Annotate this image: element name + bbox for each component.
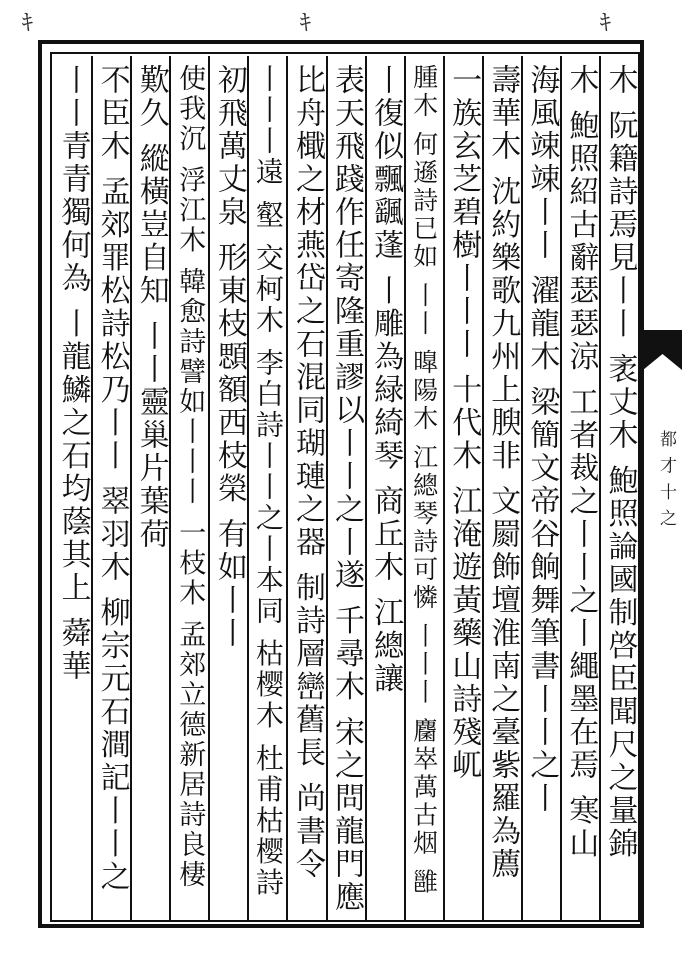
text-column <box>130 56 169 920</box>
top-mark: ｷ <box>600 11 612 36</box>
column-text: 表天飛踐作任寄隆重謬以丨丨之丨遂 千尋木 宋之問龍門應 <box>329 64 365 915</box>
text-column <box>326 56 365 920</box>
column-text: 使我沉 浮江木 韓愈詩譬如丨丨丨 一枝木 孟郊立德新居詩良棲 <box>174 64 206 891</box>
text-column <box>169 56 208 920</box>
column-text: 壽華木 沈約樂歌九州上腴非 文罽飾壇淮南之臺紫羅為薦 <box>485 64 521 882</box>
column-text: 丨復似飄颻蓬 丨雕為緑綺琴 商丘木 江總讓 <box>368 64 404 696</box>
text-column <box>560 56 599 920</box>
fore-edge-strip <box>640 40 682 928</box>
column-text: 丨丨青青獨何為 丨龍鱗之石均蔭其上 蕣華 <box>55 64 91 684</box>
text-column <box>91 56 130 920</box>
text-column <box>443 56 482 920</box>
text-column <box>247 56 286 920</box>
text-column <box>482 56 521 920</box>
column-text: 比舟檝之材燕岱之石混同瑚璉之器 制詩層巒舊長 尚書令 <box>289 64 325 882</box>
text-columns <box>54 56 638 920</box>
top-mark: ｷ <box>22 11 34 36</box>
text-column <box>599 56 638 920</box>
text-column <box>286 56 325 920</box>
column-text: 一族玄芝碧樹丨丨丨 十代木 江淹遊黃藥山詩殘屼 <box>446 64 482 783</box>
column-text: 木 阮籍詩焉見丨丨 袤丈木 鮑照論國制啓臣聞尺之量錦 <box>602 64 638 861</box>
text-column <box>54 56 91 920</box>
text-column <box>521 56 560 920</box>
column-text: 丨丨丨遠 壑 交柯木 李白詩丨丨之丨本同 枯樱木 杜甫枯樱詩 <box>251 64 285 899</box>
top-mark: ｷ <box>300 11 312 36</box>
column-text: 不臣木 孟郊罪松詩松乃丨丨 翠羽木 柳宗元石澗記丨丨之 <box>94 64 130 894</box>
fore-edge-label: 都 才 十 之 <box>656 430 676 529</box>
column-text: 歎久 縱橫豈自知 丨丨靈巢片葉荷 <box>133 64 169 552</box>
column-text: 木 鮑照紹古辭瑟瑟涼 工者裁之丨丨之丨繩墨在焉 寒山 <box>563 64 599 861</box>
column-text: 腫木 何遜詩已如 丨丨 曍陽木 江總琴詩可憐 丨丨丨 麕崒萬古烟 雝 <box>409 64 439 897</box>
fish-tail-mark <box>643 330 682 370</box>
text-column <box>404 56 443 920</box>
text-column <box>208 56 247 920</box>
text-column <box>365 56 404 920</box>
column-text: 海風竦竦丨丨 濯龍木 梁簡文帝谷餉舞筆書丨丨之丨 <box>524 64 560 816</box>
column-text: 初飛萬丈泉 形東枝顋額西枝榮 有如丨丨 <box>211 64 247 651</box>
